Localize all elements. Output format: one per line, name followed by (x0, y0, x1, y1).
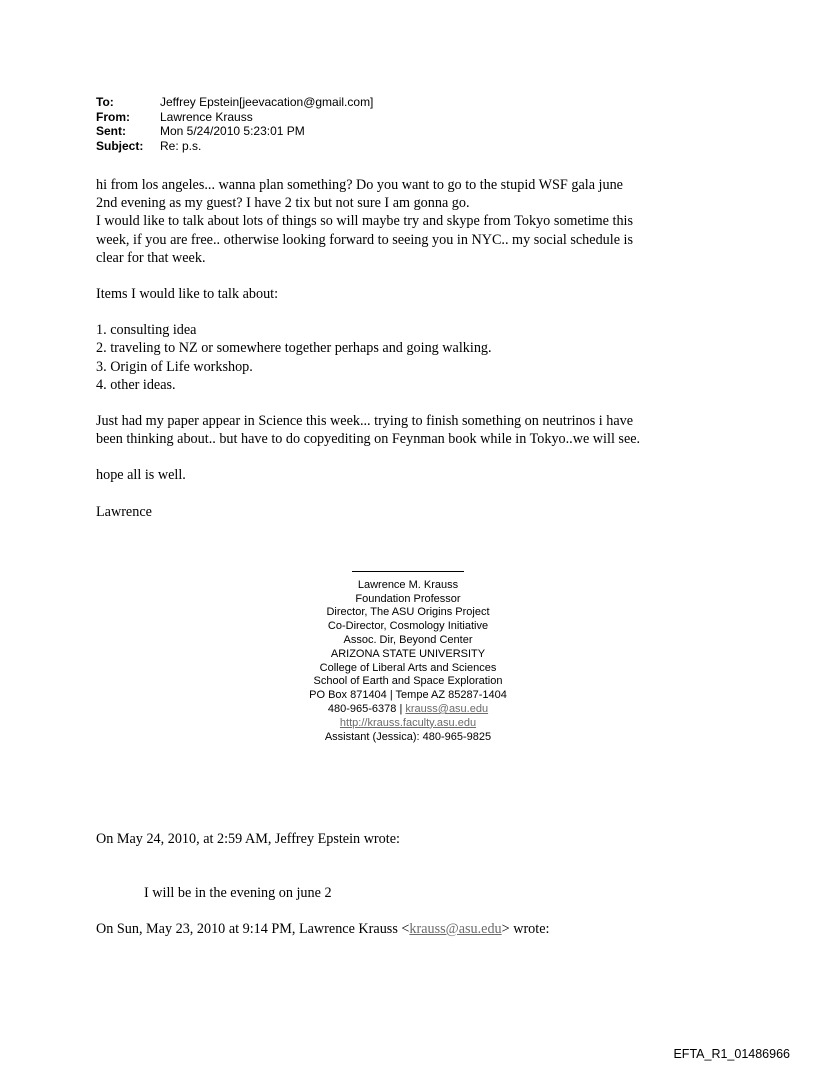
para2-line-1: Just had my paper appear in Science this week... trying to finish something on neutrinos i have (96, 413, 634, 430)
sig-title-1: Foundation Professor (355, 592, 461, 605)
body-line-4: week, if you are free.. otherwise looking forward to seeing you in NYC.. my social schedule is (96, 231, 634, 248)
bates-number: EFTA_R1_01486966 (673, 1047, 790, 1061)
body-line-1: hi from los angeles... wanna plan something? Do you want to go to the stupid WSF gala june (96, 177, 623, 193)
epstein-quote-message: I will be in the evening on june 2 (144, 885, 332, 901)
sig-email-link[interactable]: krauss@asu.edu (405, 702, 489, 715)
to-value: Jeffrey Epstein[jeevacation@gmail.com] (160, 95, 374, 109)
items-intro: Items I would like to talk about: (96, 286, 279, 303)
sig-address: PO Box 871404 | Tempe AZ 85287-1404 (309, 689, 507, 702)
email-header (96, 95, 373, 153)
body-line-5: clear for that week. (96, 249, 206, 266)
sig-contact-line (0, 703, 816, 717)
para2-line-2: been thinking about.. but have to do copyediting on Feynman book while in Tokyo..we will see. (96, 431, 641, 448)
sig-title-2: Director, The ASU Origins Project (326, 606, 490, 619)
sig-website-line (0, 717, 816, 731)
list-item: 4. other ideas. (96, 376, 176, 393)
sig-university: ARIZONA STATE UNIVERSITY (330, 647, 486, 660)
signature-block (0, 565, 816, 744)
sig-school: School of Earth and Space Exploration (313, 675, 503, 688)
list-item: 1. consulting idea (96, 322, 197, 339)
sent-value: Mon 5/24/2010 5:23:01 PM (160, 124, 305, 138)
krauss-email-link[interactable]: krauss@asu.edu (409, 921, 502, 937)
body-line-3: I would like to talk about lots of things so will maybe try and skype from Tokyo sometime this (96, 213, 634, 230)
from-value: Lawrence Krauss (160, 109, 253, 124)
body-line-2: 2nd evening as my guest? I have 2 tix but not sure I am gonna go. (96, 195, 470, 212)
subject-label: Subject: (96, 138, 144, 153)
signature-divider (352, 571, 464, 572)
krauss-quote-prefix: On Sun, May 23, 2010 at 9:14 PM, Lawrence Krauss < (96, 921, 410, 937)
sig-assistant: Assistant (Jessica): 480-965-9825 (324, 730, 492, 743)
krauss-quote-suffix: > wrote: (501, 921, 550, 937)
email-body (96, 176, 736, 521)
krauss-quote-header (96, 920, 549, 938)
subject-row (96, 139, 373, 154)
sig-name: Lawrence M. Krauss (357, 578, 459, 591)
closing: hope all is well. (96, 467, 186, 484)
sig-title-4: Assoc. Dir, Beyond Center (343, 633, 473, 646)
epstein-quote-header: On May 24, 2010, at 2:59 AM, Jeffrey Epstein wrote: (96, 831, 400, 847)
sent-label: Sent: (96, 124, 126, 138)
to-row (96, 95, 373, 110)
from-row (96, 110, 373, 125)
list-item: 3. Origin of Life workshop. (96, 358, 253, 375)
list-item: 2. traveling to NZ or somewhere together perhaps and going walking. (96, 340, 492, 357)
subject-value: Re: p.s. (160, 138, 202, 153)
sent-row (96, 124, 373, 139)
sig-college: College of Liberal Arts and Sciences (319, 661, 497, 674)
from-label: From: (96, 109, 130, 124)
to-label: To: (96, 95, 114, 109)
sig-phone: 480-965-6378 | (327, 702, 406, 715)
sig-title-3: Co-Director, Cosmology Initiative (327, 620, 489, 633)
sign-name: Lawrence (96, 503, 152, 520)
sig-website-link[interactable]: http://krauss.faculty.asu.edu (339, 716, 477, 729)
